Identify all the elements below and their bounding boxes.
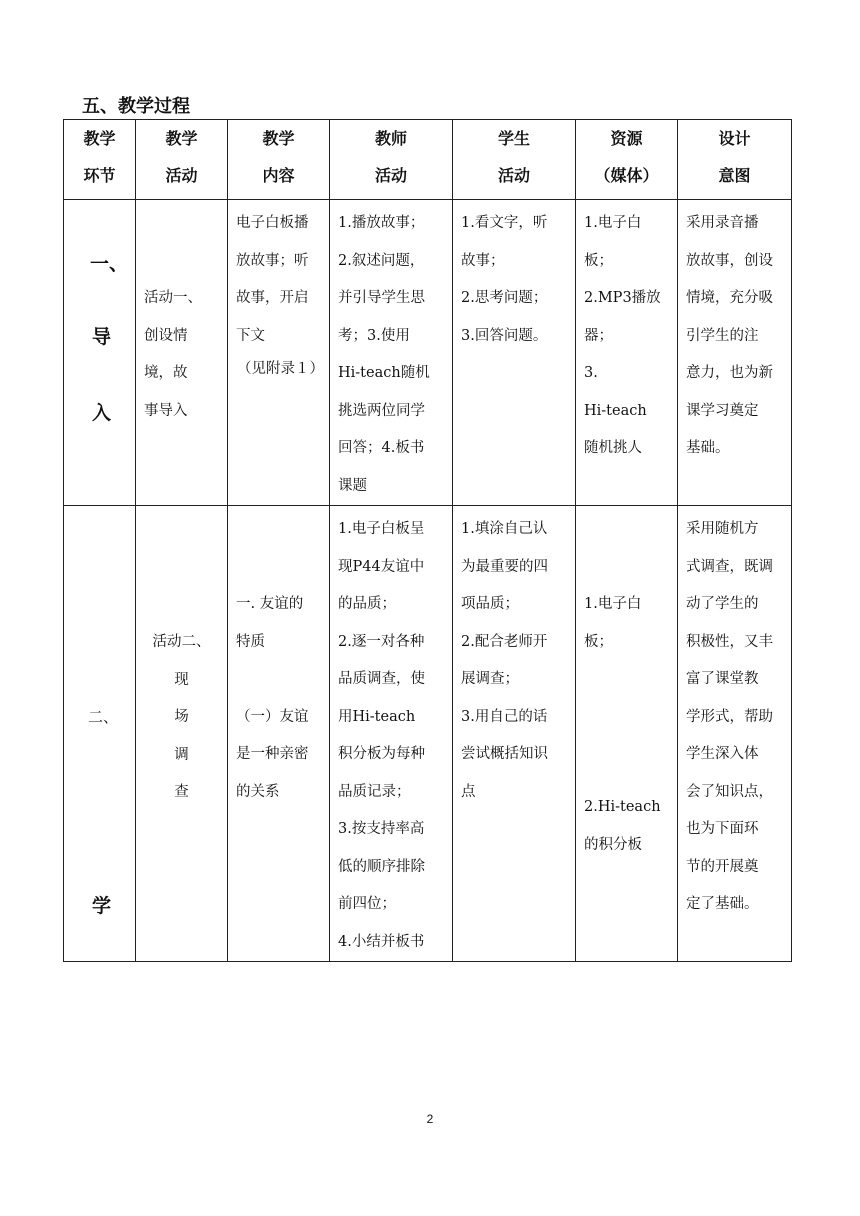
text-line: 品质调查，使 (338, 671, 425, 687)
column-header (330, 120, 453, 200)
table-row (64, 200, 792, 506)
text-line: 调 (174, 746, 189, 763)
media-cell (576, 506, 678, 962)
text-line: 查 (174, 784, 189, 800)
stage-label: 二、 (88, 708, 119, 726)
text-line: 富了课堂教 (686, 671, 759, 687)
text-line: 的品质； (338, 596, 396, 612)
intent-text (678, 506, 791, 924)
column-header-line: 学生 (497, 129, 530, 148)
column-header-line: 资源 (610, 129, 643, 148)
column-header-line: 教学 (262, 129, 295, 148)
column-header-line: 环节 (83, 166, 116, 185)
text-line: 学形式，帮助 (686, 708, 773, 725)
text-line: 的积分板 (584, 836, 642, 853)
text-line: 挑选两位同学 (338, 402, 425, 419)
text-line: 2.逐一对各种 (338, 633, 425, 650)
text-line: 活动一、 (144, 290, 202, 306)
text-line: 1.电子白板呈 (338, 521, 425, 537)
text-line: 学生深入体 (686, 746, 759, 762)
text-line: 积分板为每种 (338, 746, 425, 762)
activity-cell (136, 200, 228, 506)
text-line: 点 (461, 783, 476, 800)
column-header-line: 活动 (165, 166, 198, 185)
stage-label: 入 (92, 402, 112, 424)
text-line: 定了基础。 (686, 896, 759, 912)
text-line: 创设情 (144, 327, 188, 344)
content-text (228, 200, 329, 355)
text-line: 1.播放故事； (338, 215, 425, 231)
column-header-line: 教师 (374, 129, 407, 148)
student-activity-text (453, 200, 575, 355)
text-line: 基础。 (686, 440, 730, 456)
text-line: 用Hi-teach (338, 708, 416, 725)
text-line: 也为下面环 (686, 821, 759, 837)
text-line: 考；3.使用 (338, 327, 410, 344)
column-header-line: 设计 (718, 129, 751, 148)
media-text (576, 661, 677, 864)
column-header-line: 活动 (374, 166, 407, 185)
text-line: 放故事；听 (236, 252, 309, 269)
text-line: 器； (584, 327, 613, 344)
text-line: 2.思考问题； (461, 290, 548, 306)
text-line: 为最重要的四 (461, 558, 548, 575)
text-line: 项品质； (461, 596, 519, 612)
text-line: 3.回答问题。 (461, 327, 548, 344)
appendix-note: （见附录１） (237, 361, 324, 377)
column-header-line: 教学 (165, 129, 198, 148)
media-cell (576, 200, 678, 506)
text-line: 境，故 (144, 365, 188, 381)
text-line: （一）友谊 (236, 708, 309, 725)
text-line: 式调查，既调 (686, 558, 773, 575)
text-line: 现 (174, 671, 189, 688)
text-line: 课学习奠定 (686, 402, 759, 419)
text-line: 电子白板播 (236, 215, 309, 231)
text-line: 2.叙述问题， (338, 252, 425, 269)
content-text (228, 506, 329, 811)
text-line: 意力，也为新 (686, 365, 773, 381)
text-line: 展调查； (461, 671, 519, 687)
intent-cell (678, 200, 792, 506)
page-number: 2 (426, 1112, 434, 1126)
text-line: 故事，开启 (236, 290, 309, 306)
activity-cell (136, 506, 228, 962)
activity-text (136, 506, 227, 812)
content-cell (228, 506, 330, 962)
text-line: 4.小结并板书 (338, 933, 425, 950)
text-line: 2.配合老师开 (461, 633, 548, 650)
text-line: 3.按支持率高 (338, 821, 425, 837)
text-line: 特质 (236, 633, 265, 650)
column-header (136, 120, 228, 200)
column-header-line: 教学 (83, 129, 116, 148)
column-header-line: 活动 (497, 166, 530, 185)
text-line: 下文 (236, 327, 265, 344)
student-activity-text (453, 506, 575, 811)
text-line: 现P44友谊中 (338, 558, 425, 575)
intent-text (678, 200, 791, 468)
text-line: 1.电子白 (584, 215, 642, 231)
teacher-cell (330, 200, 453, 506)
text-line: 场 (174, 709, 189, 725)
text-line: 采用录音播 (686, 215, 759, 231)
intent-cell (678, 506, 792, 962)
text-line: 品质记录； (338, 783, 411, 800)
student-cell (453, 506, 576, 962)
text-line: 课题 (338, 477, 367, 494)
column-header (453, 120, 576, 200)
text-line: 是一种亲密 (236, 746, 309, 762)
teacher-activity-text (330, 200, 452, 505)
text-line: 1.填涂自己认 (461, 521, 548, 537)
column-header (228, 120, 330, 200)
table-header-row (64, 120, 792, 200)
text-line: 积极性，又丰 (686, 633, 773, 650)
text-line: 会了知识点， (686, 783, 773, 800)
text-line: 2.Hi-teach (584, 799, 661, 815)
text-line: 动了学生的 (686, 596, 759, 612)
text-line: 并引导学生思 (338, 290, 425, 306)
stage-label: 一、 (90, 253, 129, 275)
column-header (64, 120, 136, 200)
text-line: 回答；4.板书 (338, 440, 425, 456)
column-header (678, 120, 792, 200)
media-text (576, 200, 677, 468)
teacher-cell (330, 506, 453, 962)
text-line: 事导入 (144, 402, 188, 419)
content-cell (228, 200, 330, 506)
stage-label: 学 (92, 895, 112, 917)
stage-label: 导 (92, 326, 112, 348)
column-header (576, 120, 678, 200)
text-line: 2.MP3播放 (584, 290, 661, 306)
text-line: 板； (584, 633, 613, 650)
text-line: 放故事，创设 (686, 252, 773, 269)
text-line: 板； (584, 252, 613, 269)
text-line: 1.电子白 (584, 596, 642, 612)
student-cell (453, 200, 576, 506)
text-line: Hi-teach随机 (338, 365, 430, 381)
text-line: Hi-teach (584, 402, 647, 419)
media-text (576, 506, 677, 661)
section-heading: 五、教学过程 (82, 96, 190, 117)
stage-cell (64, 506, 136, 962)
table-row (64, 506, 792, 962)
text-line: 故事； (461, 252, 505, 269)
stage-cell (64, 200, 136, 506)
activity-text (136, 200, 227, 430)
text-line: 尝试概括知识 (461, 746, 548, 762)
text-line: 活动二、 (152, 634, 211, 650)
text-line: 1.看文字，听 (461, 215, 548, 231)
column-header-line: 内容 (262, 166, 295, 185)
teacher-activity-text (330, 506, 452, 961)
text-line: 情境，充分吸 (686, 290, 773, 306)
column-header-line: （媒体） (594, 166, 659, 185)
text-line: 的关系 (236, 783, 280, 800)
text-line: 引学生的注 (686, 327, 759, 344)
text-line: 节的开展奠 (686, 858, 759, 875)
text-line: 一. 友谊的 (236, 596, 304, 612)
text-line: 随机挑人 (584, 440, 642, 456)
text-line: 前四位； (338, 896, 396, 912)
text-line: 采用随机方 (686, 521, 759, 537)
text-line: 3. (584, 365, 598, 381)
text-line: 低的顺序排除 (338, 858, 425, 875)
text-line: 3.用自己的话 (461, 708, 548, 725)
teaching-process-table (63, 119, 792, 962)
column-header-line: 意图 (718, 166, 751, 185)
text-line (236, 661, 325, 699)
